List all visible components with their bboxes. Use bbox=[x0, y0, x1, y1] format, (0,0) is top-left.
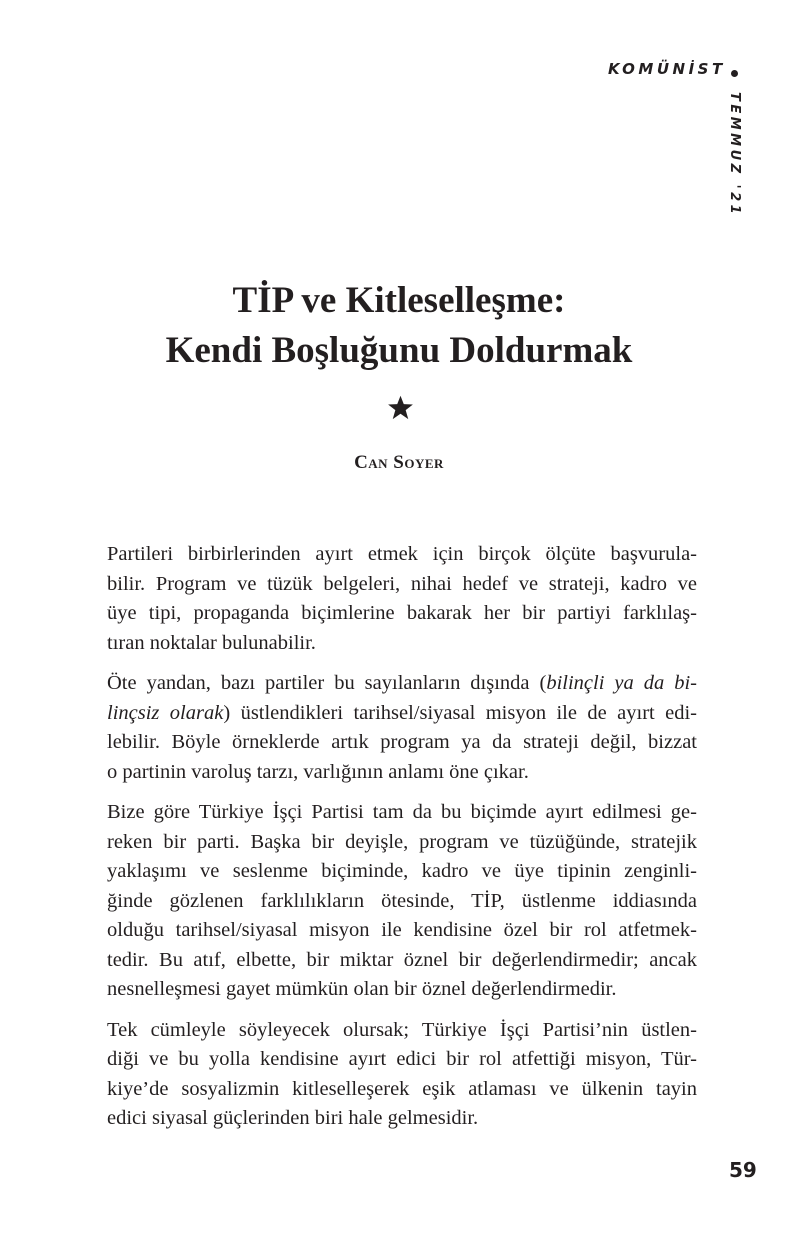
text-line: kiye’de sosyalizmin kitleselleşerek eşik atlaması ve ülkenin tayin bbox=[107, 1077, 697, 1100]
article-title bbox=[0, 276, 798, 376]
article-title-line-2: Kendi Boşluğunu Doldurmak bbox=[165, 330, 633, 371]
article-body bbox=[107, 540, 697, 1145]
issue-date: TEMMUZ '21 bbox=[727, 92, 742, 218]
text-line: edici siyasal güçlerinden biri hale gelmesidir. bbox=[107, 1107, 479, 1129]
paragraph-1 bbox=[107, 540, 697, 658]
text-line: Partileri birbirlerinden ayırt etmek için birçok ölçüte başvurula- bbox=[107, 543, 697, 565]
paragraph-4 bbox=[107, 1016, 697, 1134]
text-line: reken bir parti. Başka bir deyişle, program ve tüzüğünde, stratejik bbox=[107, 830, 697, 853]
star-icon bbox=[387, 394, 414, 421]
page-number: 59 bbox=[729, 1158, 757, 1182]
text-line: Bize göre Türkiye İşçi Partisi tam da bu biçimde ayırt edilmesi ge- bbox=[107, 801, 697, 823]
text-line: o partinin varoluş tarzı, varlığının anlamı öne çıkar. bbox=[107, 760, 529, 783]
text-line: diği ve bu yolla kendisine ayırt edici bir rol atfettiği misyon, Tür- bbox=[107, 1048, 697, 1070]
article-author: Can Soyer bbox=[354, 452, 444, 473]
text-line: linçsiz olarak) üstlendikleri tarihsel/siyasal misyon ile de ayırt edi- bbox=[107, 701, 697, 724]
text-line: Tek cümleyle söyleyecek olursak; Türkiye İşçi Partisi’nin üstlen- bbox=[107, 1018, 697, 1041]
paragraph-3 bbox=[107, 798, 697, 1005]
masthead-dot bbox=[731, 70, 738, 77]
text-line: Öte yandan, bazı partiler bu sayılanların dışında (bilinçli ya da bi- bbox=[107, 672, 697, 694]
text-line: olduğu tarihsel/siyasal misyon ile kendisine özel bir rol atfetmek- bbox=[107, 919, 697, 941]
paragraph-2 bbox=[107, 669, 697, 787]
text-line: lebilir. Böyle örneklerde artık program ya da strateji değil, bizzat bbox=[107, 731, 697, 753]
italic-phrase: bilinçli ya da bi- bbox=[546, 672, 697, 694]
italic-phrase: linçsiz olarak bbox=[107, 701, 224, 724]
masthead: KOMÜNİST bbox=[608, 60, 726, 78]
text-line: ğinde gözlenen farklılıkların ötesinde, TİP, üstlenme iddiasında bbox=[107, 889, 697, 912]
text-line: yaklaşımı ve seslenme biçiminde, kadro ve üye tipinin zenginli- bbox=[107, 860, 697, 882]
article-title-line-1: TİP ve Kitleselleşme: bbox=[232, 280, 566, 321]
text-line: tıran noktalar bulunabilir. bbox=[107, 631, 316, 654]
text-line: bilir. Program ve tüzük belgeleri, nihai hedef ve strateji, kadro ve bbox=[107, 572, 697, 595]
text-line: üye tipi, propaganda biçimlerine bakarak her bir partiyi farklılaş- bbox=[107, 602, 697, 624]
text-line: nesnelleşmesi gayet mümkün olan bir öznel değerlendirmedir. bbox=[107, 978, 617, 1000]
text-line: tedir. Bu atıf, elbette, bir miktar öznel bir değerlendirmedir; ancak bbox=[107, 948, 697, 971]
